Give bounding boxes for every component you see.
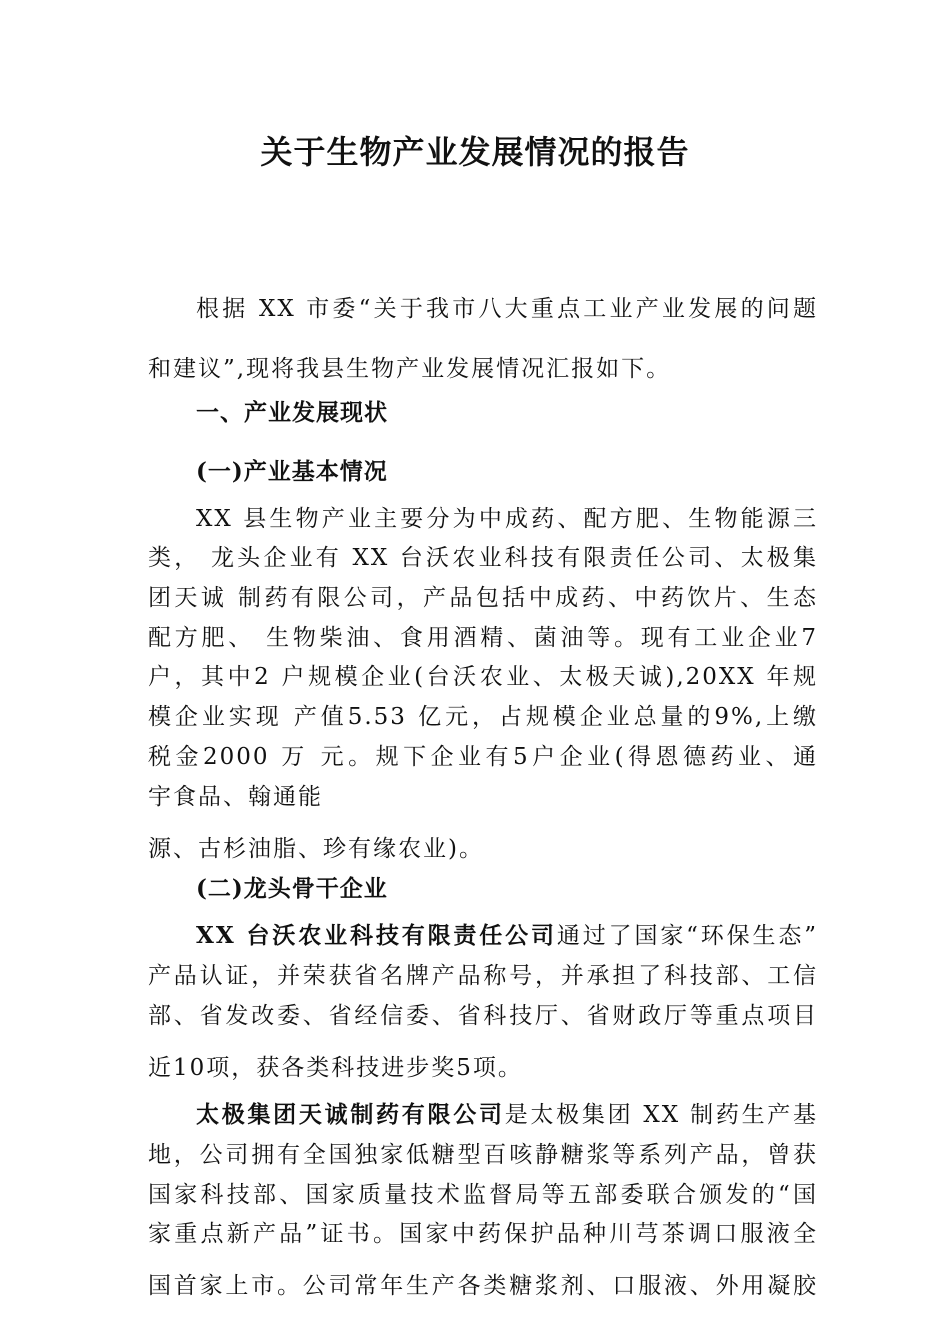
company-paragraph-2-first-line — [196, 1099, 818, 1131]
paragraph-line: XX 县生物产业主要分为中成药、配方肥、生物能源三 — [196, 506, 818, 532]
page-title: 关于生物产业发展情况的报告 — [260, 133, 690, 171]
company-paragraph-1-first-line — [196, 920, 818, 952]
paragraph-text: 通过了国家“环保生态” — [556, 923, 818, 949]
paragraph-line: 宇食品、翰通能 — [148, 784, 323, 810]
paragraph-line: 国首家上市。公司常年生产各类糖浆剂、口服液、外用凝胶 — [148, 1273, 818, 1299]
paragraph-line: 团天诚 制药有限公司，产品包括中成药、中药饮片、生态 — [148, 585, 818, 611]
subsection-heading-1: (一)产业基本情况 — [196, 458, 388, 485]
company-name-taiji: 太极集团天诚制药有限公司 — [196, 1101, 505, 1128]
section-heading-1: 一、产业发展现状 — [196, 400, 388, 426]
paragraph-line: 近10项，获各类科技进步奖5项。 — [148, 1055, 523, 1081]
paragraph-line: 部、省发改委、省经信委、省科技厅、省财政厅等重点项目 — [148, 1003, 818, 1029]
paragraph-line: 国家科技部、国家质量技术监督局等五部委联合颁发的“国 — [148, 1182, 818, 1208]
paragraph-line: 产品认证，并荣获省名牌产品称号，并承担了科技部、工信 — [148, 963, 818, 989]
subsection-heading-2: (二)龙头骨干企业 — [196, 875, 388, 902]
paragraph-line: 配方肥、 生物柴油、食用酒精、菌油等。现有工业企业7 — [148, 625, 818, 651]
paragraph-line: 源、古杉油脂、珍有缘农业)。 — [148, 836, 484, 862]
paragraph-line: 类， 龙头企业有 XX 台沃农业科技有限责任公司、太极集 — [148, 545, 818, 571]
intro-line-1: 根据 XX 市委“关于我市八大重点工业产业发展的问题 — [196, 296, 818, 322]
paragraph-line: 家重点新产品”证书。国家中药保护品种川芎茶调口服液全 — [148, 1221, 818, 1247]
paragraph-line: 模企业实现 产值5.53 亿元，占规模企业总量的9%,上缴 — [148, 704, 818, 730]
paragraph-line: 税金2000 万 元。规下企业有5户企业(得恩德药业、通 — [148, 744, 818, 770]
intro-line-2: 和建议”,现将我县生物产业发展情况汇报如下。 — [148, 356, 672, 382]
paragraph-text: 是太极集团 XX 制药生产基 — [504, 1102, 819, 1128]
paragraph-line: 地，公司拥有全国独家低糖型百咳静糖浆等系列产品，曾获 — [148, 1142, 818, 1168]
paragraph-line: 户，其中2 户规模企业(台沃农业、太极天诚),20XX 年规 — [148, 664, 818, 690]
company-name-taiwo: XX 台沃农业科技有限责任公司 — [196, 922, 557, 949]
